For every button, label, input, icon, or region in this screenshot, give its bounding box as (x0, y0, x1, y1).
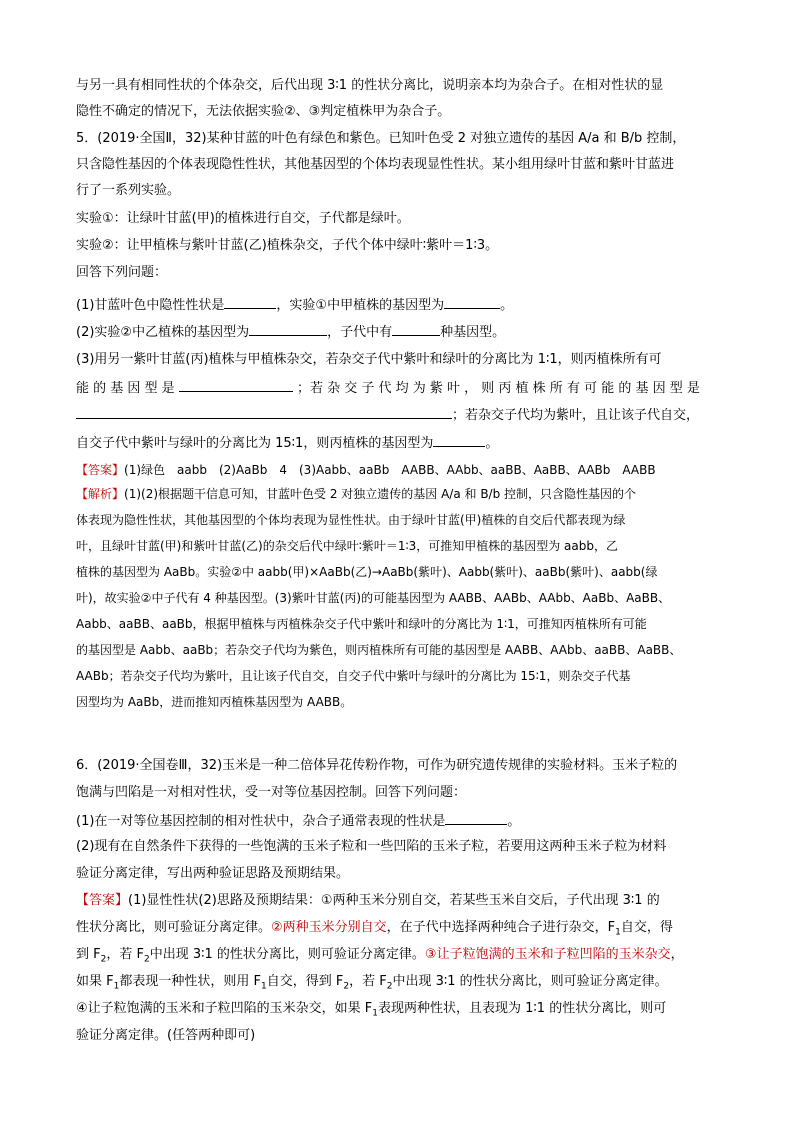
q5-p3-text-b2: ；若 杂 交 子 代 均 为 紫 叶 ， 则 丙 植 株 所 有 可 能 的 基 因 型 是 (296, 381, 700, 396)
q6-answer-line-1 (76, 892, 721, 910)
subscript: 1 (113, 981, 120, 991)
intro-line-1: 与另一具有相同性状的个体杂交，后代出现 3∶1 的性状分离比，说明亲本均为杂合子。在相对性状的显 (76, 78, 664, 93)
q5-p3-text-c: ；若杂交子代均为紫叶，且让该子代自交， (452, 408, 700, 423)
q6-answer-text-4b: 都表现一种性状，则用 F (119, 974, 261, 989)
q5-p3-text-d1: 自交子代中紫叶与绿叶的分离比为 15∶1，则丙植株的基因型为 (76, 436, 434, 451)
subscript: 1 (615, 927, 621, 937)
q6-answer-text-2a: 性状分离比，则可验证分离定律。 (76, 920, 272, 935)
q5-part-1 (76, 295, 721, 315)
q5-p3-text-b1: 能 的 基 因 型 是 (76, 381, 175, 396)
q6-answer-text-5b: 表现两种性状，且表现为 1∶1 的性状分离比，则可 (378, 1001, 667, 1016)
q6-answer-text-3a: 到 F (76, 947, 101, 962)
q6-answer-line-4 (76, 973, 721, 991)
q5-p1-text-a: (1)甘蓝叶色中隐性性状是 (76, 298, 225, 313)
subscript: 2 (343, 981, 350, 991)
q5-prompt: 回答下列问题： (76, 265, 168, 280)
q5-explanation-line-9: 因型均为 AaBb，进而推知丙植株基因型为 AABB。 (76, 695, 353, 709)
q6-answer-line-2 (76, 919, 721, 937)
q6-answer-text-2c: ，在子代中选择两种纯合子进行杂交，F (386, 920, 616, 935)
q6-answer-text-5: ④让子粒饱满的玉米和子粒凹陷的玉米杂交，如果 F (76, 1001, 373, 1016)
answer-blank[interactable] (76, 405, 452, 419)
q6-stem-line-1: 6．(2019·全国卷Ⅲ，32)玉米是一种二倍体异花传粉作物，可作为研究遗传规律的实验材料。玉米子粒的 (76, 758, 678, 773)
q6-answer-text-4c: 自交，得到 F (266, 974, 344, 989)
answer-blank[interactable] (445, 811, 507, 825)
q6-answer-text-1: (1)显性性状(2)思路及预期结果：①两种玉米分别自交，若某些玉米自交后，子代出现 3∶1 的 (128, 893, 660, 908)
q5-answer-text: (1)绿色 aabb (2)AaBb 4 (3)Aabb、aaBb AABB、AAbb、aaBB、AaBB、AABb AABB (124, 463, 656, 477)
q5-explanation-line-8: AABb；若杂交子代均为紫叶，且让该子代自交，自交子代中紫叶与绿叶的分离比为 15∶1，则杂交子代基 (76, 669, 631, 683)
q6-answer-highlight-2: ②两种玉米分别自交 (271, 920, 387, 935)
subscript: 1 (372, 1008, 378, 1018)
q5-explanation-line-7: 的基因型是 Aabb、aaBb；若杂交子代均为紫色，则丙植株所有可能的基因型是 AABB、AAbb、aaBB、AaBB、 (76, 643, 682, 657)
subscript: 2 (100, 954, 107, 964)
q5-part-3-line-1: (3)用另一紫叶甘蓝(丙)植株与甲植株杂交，若杂交子代中紫叶和绿叶的分离比为 1∶1，则丙植株所有可 (76, 352, 662, 367)
answer-blank[interactable] (179, 378, 293, 392)
q5-stem-line-3: 行了一系列实验。 (76, 183, 181, 198)
answer-tag: 【答案】 (76, 893, 129, 908)
q6-answer-text-4e: 中出现 3∶1 的性状分离比，则可验证分离定律。 (392, 974, 668, 989)
answer-blank[interactable] (392, 322, 440, 336)
q6-part-1 (76, 811, 721, 831)
q6-answer-text-4d: ，若 F (349, 974, 387, 989)
q6-answer-line-5 (76, 1000, 721, 1018)
q6-answer-text-2d: 自交，得 (620, 920, 673, 935)
q5-p1-text-c: 。 (500, 298, 514, 313)
answer-blank[interactable] (433, 433, 485, 447)
q5-part-3-line-2 (76, 378, 721, 398)
q5-p2-text-c: 种基因型。 (440, 325, 506, 340)
q6-answer-line-3 (76, 946, 721, 964)
explanation-tag: 【解析】 (76, 487, 125, 501)
q5-explanation-line-4: 植株的基因型为 AaBb。实验②中 aabb(甲)×AaBb(乙)→AaBb(紫叶)、Aabb(紫叶)、aaBb(紫叶)、aabb(绿 (76, 565, 658, 579)
q6-stem-line-2: 饱满与凹陷是一对相对性状，受一对等位基因控制。回答下列问题： (76, 785, 467, 800)
q5-part-2 (76, 322, 721, 342)
q5-stem-line-1: 5．(2019·全国Ⅱ，32)某种甘蓝的叶色有绿色和紫色。已知叶色受 2 对独立遗传的基因 A/a 和 B/b 控制， (76, 131, 686, 146)
answer-blank[interactable] (224, 295, 276, 309)
q5-explanation-line-2: 体表现为隐性性状，其他基因型的个体均表现为显性性状。由于绿叶甘蓝(甲)植株的自交后代都表现为绿 (76, 513, 626, 527)
q6-answer-line-6: 验证分离定律。(任答两种即可) (76, 1028, 256, 1043)
subscript: 2 (143, 954, 150, 964)
q5-exp-text-1: (1)(2)根据题干信息可知，甘蓝叶色受 2 对独立遗传的基因 A/a 和 B/b 控制，只含隐性基因的个 (124, 487, 637, 501)
q5-explanation-line-6: Aabb、aaBB、aaBb，根据甲植株与丙植株杂交子代中紫叶和绿叶的分离比为 1∶1，可推知丙植株所有可能 (76, 617, 647, 631)
q5-p1-text-b: ，实验①中甲植株的基因型为 (276, 298, 445, 313)
q5-part-3-line-3 (76, 405, 721, 425)
answer-tag: 【答案】 (76, 463, 125, 477)
q6-p1-text-a: (1)在一对等位基因控制的相对性状中，杂合子通常表现的性状是 (76, 814, 446, 829)
q6-part-2-line-1: (2)现有在自然条件下获得的一些饱满的玉米子粒和一些凹陷的玉米子粒，若要用这两种玉米子粒为材料 (76, 839, 667, 854)
q5-answer (76, 461, 721, 479)
q5-p2-text-b: ，子代中有 (327, 325, 393, 340)
q5-part-3-line-4 (76, 433, 721, 453)
q6-answer-text-3b: ，若 F (106, 947, 144, 962)
q5-experiment-2: 实验②：让甲植株与紫叶甘蓝(乙)植株杂交，子代个体中绿叶∶紫叶＝1∶3。 (76, 238, 499, 253)
answer-blank[interactable] (249, 322, 327, 336)
q5-p2-text-a: (2)实验②中乙植株的基因型为 (76, 325, 250, 340)
answer-blank[interactable] (444, 295, 500, 309)
q5-p3-text-d2: 。 (485, 436, 499, 451)
q6-answer-text-3e: ， (670, 947, 684, 962)
q6-answer-text-3c: 中出现 3∶1 的性状分离比，则可验证分离定律。 (149, 947, 425, 962)
q6-p1-text-b: 。 (507, 814, 521, 829)
q5-stem-line-2: 只含隐性基因的个体表现隐性性状，其他基因型的个体均表现显性性状。某小组用绿叶甘蓝和紫叶甘蓝进 (76, 157, 675, 172)
subscript: 1 (260, 981, 267, 991)
q6-answer-highlight-3: ③让子粒饱满的玉米和子粒凹陷的玉米杂交 (424, 947, 671, 962)
q6-part-2-line-2: 验证分离定律，写出两种验证思路及预期结果。 (76, 866, 350, 881)
q5-explanation-line-3: 叶，且绿叶甘蓝(甲)和紫叶甘蓝(乙)的杂交后代中绿叶∶紫叶＝1∶3，可推知甲植株的基因型为 aabb，乙 (76, 539, 619, 553)
intro-line-2: 隐性不确定的情况下，无法依据实验②、③判定植株甲为杂合子。 (76, 104, 451, 119)
q5-explanation-line-5: 叶)，故实验②中子代有 4 种基因型。(3)紫叶甘蓝(丙)的可能基因型为 AABB、AABb、AAbb、AaBb、AaBB、 (76, 591, 671, 605)
q6-answer-text-4a: 如果 F (76, 974, 114, 989)
q5-experiment-1: 实验①：让绿叶甘蓝(甲)的植株进行自交，子代都是绿叶。 (76, 211, 410, 226)
subscript: 2 (386, 981, 393, 991)
q5-explanation-line-1 (76, 485, 721, 503)
